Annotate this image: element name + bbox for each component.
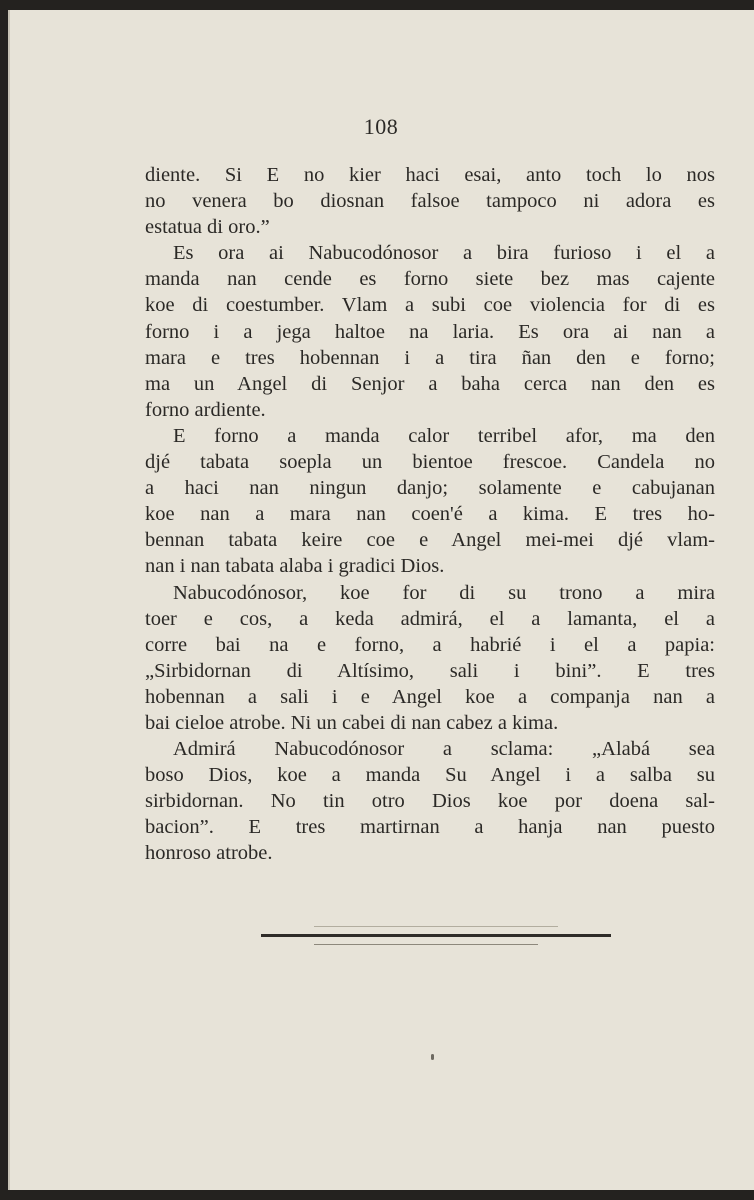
text-line: corre bai na e forno, a habrié i el a papia: bbox=[145, 633, 715, 656]
text-line: mara e tres hobennan i a tira ñan den e forno; bbox=[145, 346, 715, 369]
text-line: a haci nan ningun danjo; solamente e cabujanan bbox=[145, 477, 715, 500]
text-line: forno i a jega haltoe na laria. Es ora ai nan a bbox=[145, 320, 715, 343]
ink-speck bbox=[431, 1054, 434, 1060]
page-number: 108 bbox=[363, 114, 399, 139]
text-line: hobennan a sali i e Angel koe a companja nan a bbox=[145, 685, 715, 708]
ornament-rule-thick bbox=[261, 934, 611, 937]
text-line: koe di coestumber. Vlam a subi coe violencia for di es bbox=[145, 294, 715, 317]
text-line: toer e cos, a keda admirá, el a lamanta, el a bbox=[145, 607, 715, 630]
text-line: estatua di oro.” bbox=[145, 216, 270, 239]
text-line: Admirá Nabucodónosor a sclama: „Alabá sea bbox=[173, 738, 715, 761]
body-text bbox=[145, 162, 715, 867]
text-line: koe nan a mara nan coen'é a kima. E tres ho- bbox=[145, 503, 715, 526]
text-line: ma un Angel di Senjor a baha cerca nan den es bbox=[145, 372, 715, 395]
text-line: honroso atrobe. bbox=[145, 842, 273, 865]
text-line: sirbidornan. No tin otro Dios koe por doena sal- bbox=[145, 790, 715, 813]
text-line: Es ora ai Nabucodónosor a bira furioso i el a bbox=[173, 242, 715, 265]
text-line: bacion”. E tres martirnan a hanja nan puesto bbox=[145, 816, 715, 839]
text-line: manda nan cende es forno siete bez mas cajente bbox=[145, 268, 715, 291]
text-line: forno ardiente. bbox=[145, 398, 266, 421]
text-line: nan i nan tabata alaba i gradici Dios. bbox=[145, 555, 445, 578]
ornament-rule-thin bbox=[314, 944, 538, 945]
text-line: „Sirbidornan di Altísimo, sali i bini”. E tres bbox=[145, 659, 715, 682]
text-line: Nabucodónosor, koe for di su trono a mira bbox=[173, 581, 715, 604]
text-line: no venera bo diosnan falsoe tampoco ni adora es bbox=[145, 190, 715, 213]
text-line: djé tabata soepla un bientoe frescoe. Candela no bbox=[145, 451, 715, 474]
text-line: bennan tabata keire coe e Angel mei-mei djé vlam- bbox=[145, 529, 715, 552]
book-page bbox=[8, 10, 754, 1190]
text-line: diente. Si E no kier haci esai, anto toch lo nos bbox=[145, 164, 715, 186]
text-line: boso Dios, koe a manda Su Angel i a salba su bbox=[145, 764, 715, 787]
text-line: bai cieloe atrobe. Ni un cabei di nan cabez a kima. bbox=[145, 711, 559, 734]
ornament-rule-thin bbox=[314, 926, 558, 927]
text-line: E forno a manda calor terribel afor, ma den bbox=[173, 424, 715, 447]
